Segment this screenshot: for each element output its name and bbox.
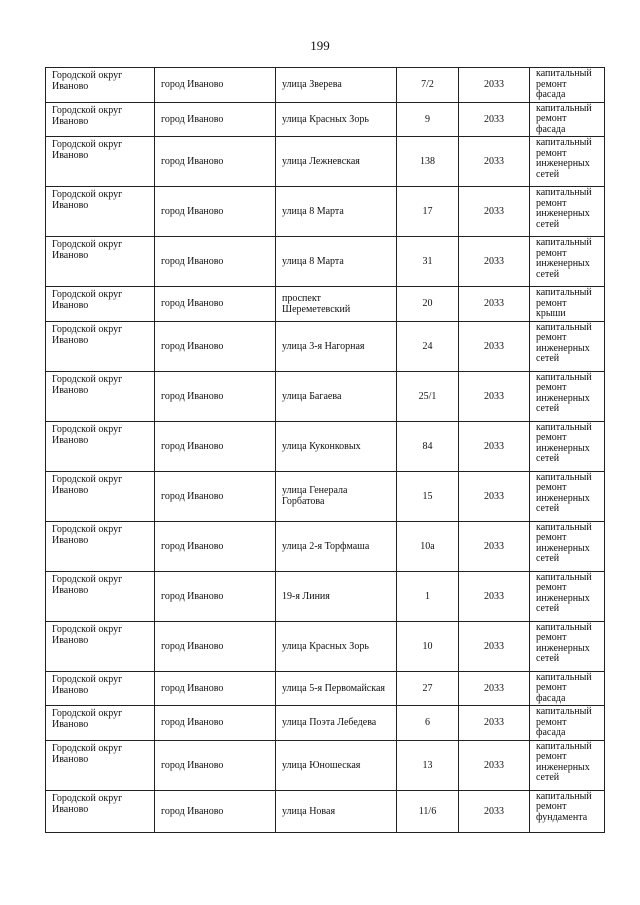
- year-cell: 2033: [459, 237, 530, 287]
- work-type-cell: капитальный ремонт инженерных сетей: [530, 621, 605, 671]
- street-cell: 19-я Линия: [276, 571, 397, 621]
- work-type-cell: капитальный ремонт инженерных сетей: [530, 321, 605, 371]
- housing-repair-table: [45, 67, 605, 833]
- table-row: [46, 790, 605, 832]
- city-cell: город Иваново: [155, 187, 276, 237]
- table-row: [46, 237, 605, 287]
- house-number-cell: 27: [397, 671, 459, 706]
- year-cell: 2033: [459, 187, 530, 237]
- house-number-cell: 25/1: [397, 371, 459, 421]
- table-row: [46, 671, 605, 706]
- house-number-cell: 1: [397, 571, 459, 621]
- house-number-cell: 20: [397, 287, 459, 322]
- district-cell: Городской округ Иваново: [46, 371, 155, 421]
- table-row: [46, 371, 605, 421]
- street-cell: улица 3-я Нагорная: [276, 321, 397, 371]
- year-cell: 2033: [459, 471, 530, 521]
- city-cell: город Иваново: [155, 321, 276, 371]
- year-cell: 2033: [459, 287, 530, 322]
- year-cell: 2033: [459, 68, 530, 103]
- house-number-cell: 17: [397, 187, 459, 237]
- house-number-cell: 10а: [397, 521, 459, 571]
- city-cell: город Иваново: [155, 68, 276, 103]
- house-number-cell: 15: [397, 471, 459, 521]
- year-cell: 2033: [459, 740, 530, 790]
- district-cell: Городской округ Иваново: [46, 137, 155, 187]
- table-row: [46, 137, 605, 187]
- district-cell: Городской округ Иваново: [46, 671, 155, 706]
- district-cell: Городской округ Иваново: [46, 521, 155, 571]
- district-cell: Городской округ Иваново: [46, 740, 155, 790]
- work-type-cell: капитальный ремонт фасада: [530, 706, 605, 741]
- street-cell: улица Генерала Горбатова: [276, 471, 397, 521]
- table-body: [46, 68, 605, 833]
- district-cell: Городской округ Иваново: [46, 102, 155, 137]
- street-cell: улица Красных Зорь: [276, 621, 397, 671]
- table-row: [46, 287, 605, 322]
- work-type-cell: капитальный ремонт инженерных сетей: [530, 521, 605, 571]
- year-cell: 2033: [459, 706, 530, 741]
- work-type-cell: капитальный ремонт инженерных сетей: [530, 421, 605, 471]
- table-row: [46, 521, 605, 571]
- house-number-cell: 7/2: [397, 68, 459, 103]
- table-row: [46, 68, 605, 103]
- city-cell: город Иваново: [155, 421, 276, 471]
- street-cell: улица 5-я Первомайская: [276, 671, 397, 706]
- work-type-cell: капитальный ремонт инженерных сетей: [530, 740, 605, 790]
- table-row: [46, 471, 605, 521]
- house-number-cell: 31: [397, 237, 459, 287]
- city-cell: город Иваново: [155, 237, 276, 287]
- street-cell: улица Красных Зорь: [276, 102, 397, 137]
- table-row: [46, 621, 605, 671]
- street-cell: улица Новая: [276, 790, 397, 832]
- table-row: [46, 187, 605, 237]
- year-cell: 2033: [459, 371, 530, 421]
- work-type-cell: капитальный ремонт инженерных сетей: [530, 371, 605, 421]
- street-cell: проспект Шереметевский: [276, 287, 397, 322]
- work-type-cell: капитальный ремонт фасада: [530, 671, 605, 706]
- year-cell: 2033: [459, 137, 530, 187]
- city-cell: город Иваново: [155, 740, 276, 790]
- district-cell: Городской округ Иваново: [46, 621, 155, 671]
- year-cell: 2033: [459, 421, 530, 471]
- table-row: [46, 102, 605, 137]
- work-type-cell: капитальный ремонт инженерных сетей: [530, 571, 605, 621]
- street-cell: улица Поэта Лебедева: [276, 706, 397, 741]
- district-cell: Городской округ Иваново: [46, 471, 155, 521]
- district-cell: Городской округ Иваново: [46, 237, 155, 287]
- district-cell: Городской округ Иваново: [46, 706, 155, 741]
- work-type-cell: капитальный ремонт фундамента: [530, 790, 605, 832]
- work-type-cell: капитальный ремонт инженерных сетей: [530, 187, 605, 237]
- street-cell: улица 8 Марта: [276, 237, 397, 287]
- city-cell: город Иваново: [155, 706, 276, 741]
- work-type-cell: капитальный ремонт инженерных сетей: [530, 137, 605, 187]
- year-cell: 2033: [459, 621, 530, 671]
- street-cell: улица 8 Марта: [276, 187, 397, 237]
- district-cell: Городской округ Иваново: [46, 187, 155, 237]
- street-cell: улица Зверева: [276, 68, 397, 103]
- city-cell: город Иваново: [155, 102, 276, 137]
- house-number-cell: 9: [397, 102, 459, 137]
- city-cell: город Иваново: [155, 621, 276, 671]
- house-number-cell: 138: [397, 137, 459, 187]
- year-cell: 2033: [459, 571, 530, 621]
- year-cell: 2033: [459, 321, 530, 371]
- year-cell: 2033: [459, 102, 530, 137]
- work-type-cell: капитальный ремонт крыши: [530, 287, 605, 322]
- district-cell: Городской округ Иваново: [46, 321, 155, 371]
- district-cell: Городской округ Иваново: [46, 790, 155, 832]
- city-cell: город Иваново: [155, 287, 276, 322]
- year-cell: 2033: [459, 790, 530, 832]
- city-cell: город Иваново: [155, 471, 276, 521]
- city-cell: город Иваново: [155, 790, 276, 832]
- year-cell: 2033: [459, 671, 530, 706]
- city-cell: город Иваново: [155, 571, 276, 621]
- house-number-cell: 84: [397, 421, 459, 471]
- district-cell: Городской округ Иваново: [46, 287, 155, 322]
- year-cell: 2033: [459, 521, 530, 571]
- city-cell: город Иваново: [155, 521, 276, 571]
- district-cell: Городской округ Иваново: [46, 68, 155, 103]
- page-number: 199: [310, 38, 330, 53]
- work-type-cell: капитальный ремонт инженерных сетей: [530, 471, 605, 521]
- table-row: [46, 321, 605, 371]
- district-cell: Городской округ Иваново: [46, 421, 155, 471]
- work-type-cell: капитальный ремонт фасада: [530, 102, 605, 137]
- work-type-cell: капитальный ремонт фасада: [530, 68, 605, 103]
- house-number-cell: 13: [397, 740, 459, 790]
- street-cell: улица Лежневская: [276, 137, 397, 187]
- street-cell: улица Багаева: [276, 371, 397, 421]
- work-type-cell: капитальный ремонт инженерных сетей: [530, 237, 605, 287]
- city-cell: город Иваново: [155, 371, 276, 421]
- city-cell: город Иваново: [155, 671, 276, 706]
- house-number-cell: 6: [397, 706, 459, 741]
- table-row: [46, 571, 605, 621]
- district-cell: Городской округ Иваново: [46, 571, 155, 621]
- table-row: [46, 740, 605, 790]
- house-number-cell: 24: [397, 321, 459, 371]
- street-cell: улица Юношеская: [276, 740, 397, 790]
- table-row: [46, 706, 605, 741]
- street-cell: улица 2-я Торфмаша: [276, 521, 397, 571]
- house-number-cell: 10: [397, 621, 459, 671]
- house-number-cell: 11/6: [397, 790, 459, 832]
- city-cell: город Иваново: [155, 137, 276, 187]
- street-cell: улица Куконковых: [276, 421, 397, 471]
- table-row: [46, 421, 605, 471]
